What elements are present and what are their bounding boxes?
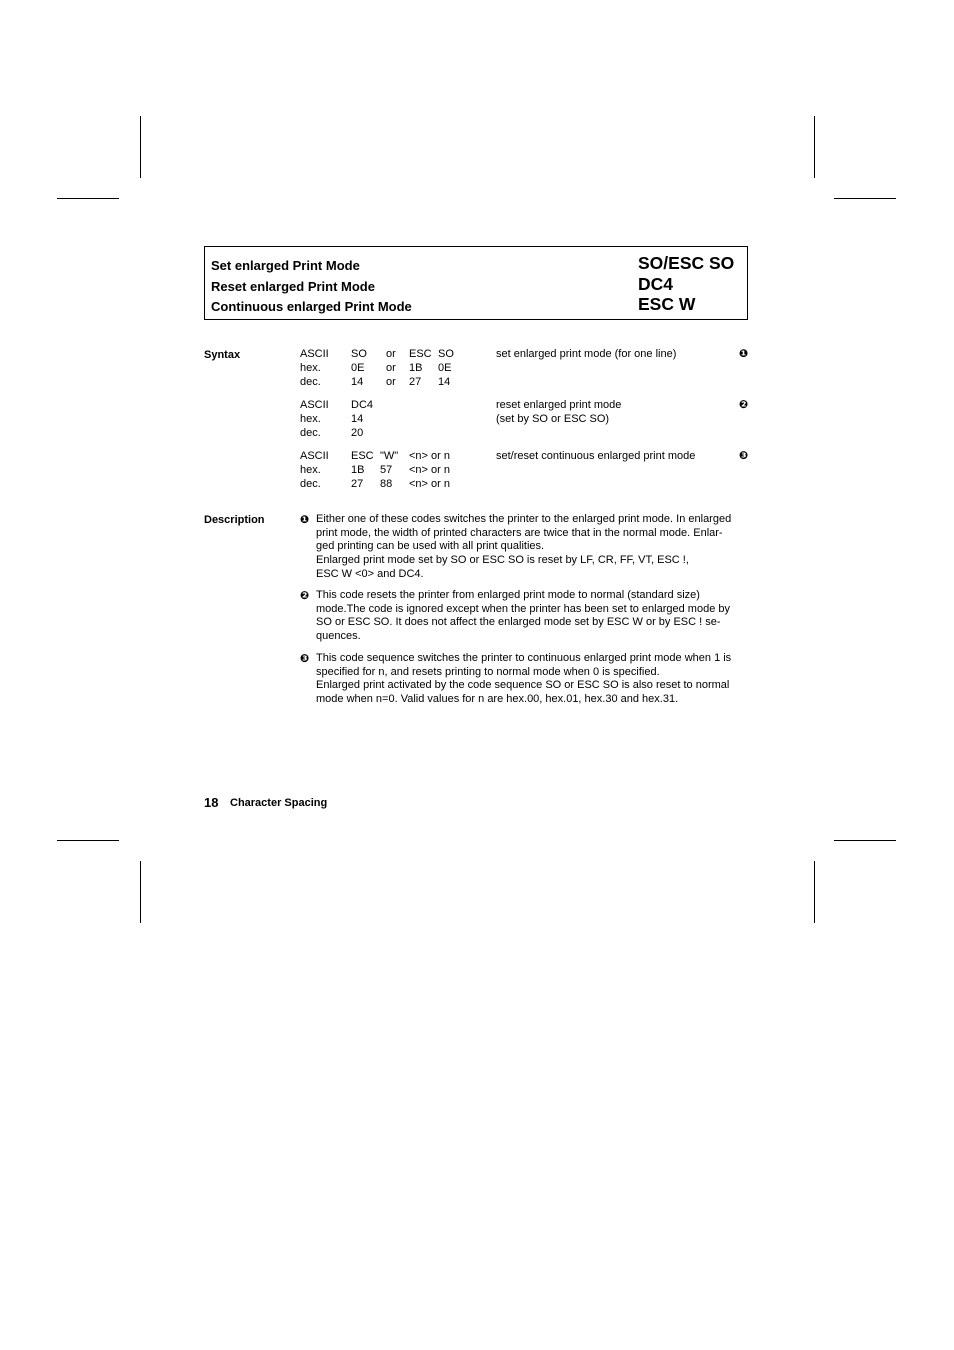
syntax-kind: hex.: [300, 464, 321, 476]
syntax-value: ESC: [351, 450, 374, 462]
title-name: Set enlarged Print Mode: [211, 258, 360, 273]
crop-mark: [834, 198, 896, 199]
syntax-value: <n> or n: [409, 450, 450, 462]
syntax-kind: hex.: [300, 362, 321, 374]
syntax-label: Syntax: [204, 349, 241, 361]
crop-mark: [834, 840, 896, 841]
description-line: Enlarged print mode set by SO or ESC SO is reset by LF, CR, FF, VT, ESC !,: [316, 554, 689, 567]
title-codes: [638, 253, 734, 315]
syntax-value: <n> or n: [409, 478, 450, 490]
syntax-kind: dec.: [300, 478, 321, 490]
syntax-value: 1B: [351, 464, 365, 476]
description-line: ESC W <0> and DC4.: [316, 567, 424, 580]
title-code: SO/ESC SO: [638, 253, 735, 273]
description-line: Enlarged print activated by the code sequence SO or ESC SO is also reset to normal: [316, 679, 730, 692]
description-line: Either one of these codes switches the printer to the enlarged print mode. In enlarged: [316, 513, 732, 525]
description-line: specified for n, and resets printing to normal mode when 0 is specified.: [316, 665, 660, 678]
syntax-value: 14: [351, 376, 364, 388]
crop-mark: [814, 116, 815, 178]
description-line: ged printing can be used with all print qualities.: [316, 540, 545, 553]
title-code: DC4: [638, 273, 674, 294]
description-line: This code sequence switches the printer to continuous enlarged print mode when 1 is: [316, 652, 732, 664]
crop-mark: [57, 198, 119, 199]
syntax-value: or: [386, 348, 396, 360]
syntax-value: 88: [380, 478, 393, 490]
syntax-marker: ❷: [739, 399, 749, 411]
syntax-value: 57: [380, 464, 393, 476]
syntax-value: 14: [351, 413, 364, 425]
description-line: This code resets the printer from enlarged print mode to normal (standard size): [316, 589, 700, 601]
syntax-kind: ASCII: [300, 450, 329, 462]
syntax-kind: dec.: [300, 427, 321, 439]
title-name: Continuous enlarged Print Mode: [211, 299, 412, 314]
title-code: ESC W: [638, 294, 696, 314]
description-line: quences.: [316, 630, 361, 643]
syntax-value: 27: [409, 376, 422, 388]
syntax-marker: ❸: [739, 450, 749, 462]
description-text: [316, 652, 731, 707]
title-name: Reset enlarged Print Mode: [211, 278, 375, 294]
crop-mark: [814, 861, 815, 923]
syntax-marker: ❶: [739, 348, 749, 360]
title-names: [211, 257, 412, 319]
syntax-value: SO: [351, 348, 367, 360]
syntax-description: (set by SO or ESC SO): [496, 413, 610, 425]
syntax-value: ESC: [409, 348, 432, 360]
syntax-kind: ASCII: [300, 348, 329, 360]
syntax-kind: ASCII: [300, 399, 329, 411]
syntax-description: set enlarged print mode (for one line): [496, 348, 677, 360]
description-line: mode.The code is ignored except when the printer has been set to enlarged mode by: [316, 602, 730, 615]
syntax-value: DC4: [351, 399, 374, 411]
syntax-kind: dec.: [300, 376, 321, 388]
syntax-value: 27: [351, 478, 364, 490]
description-marker: ❶: [300, 514, 310, 526]
crop-mark: [140, 116, 141, 178]
description-marker: ❷: [300, 590, 310, 602]
syntax-value: or: [386, 376, 396, 388]
description-line: mode when n=0. Valid values for n are hex.00, hex.01, hex.30 and hex.31.: [316, 693, 679, 706]
syntax-value: "W": [380, 450, 399, 462]
syntax-value: 1B: [409, 362, 423, 374]
syntax-description: set/reset continuous enlarged print mode: [496, 450, 696, 462]
syntax-value: <n> or n: [409, 464, 450, 476]
syntax-description: reset enlarged print mode: [496, 399, 622, 411]
syntax-value: 0E: [438, 362, 452, 374]
description-line: SO or ESC SO. It does not affect the enlarged mode set by ESC W or by ESC ! se-: [316, 616, 721, 629]
footer-section-title: Character Spacing: [230, 797, 328, 809]
syntax-value: or: [386, 362, 396, 374]
syntax-kind: hex.: [300, 413, 321, 425]
description-label: Description: [204, 514, 265, 526]
crop-mark: [57, 840, 119, 841]
title-box: [204, 246, 748, 320]
crop-mark: [140, 861, 141, 923]
description-text: [316, 513, 731, 582]
description-text: [316, 589, 730, 644]
page-number: 18: [204, 795, 219, 810]
syntax-value: 0E: [351, 362, 365, 374]
syntax-value: SO: [438, 348, 454, 360]
syntax-value: 20: [351, 427, 364, 439]
description-line: print mode, the width of printed characters are twice that in the normal mode. Enlar-: [316, 526, 723, 539]
syntax-value: 14: [438, 376, 451, 388]
description-marker: ❸: [300, 653, 310, 665]
